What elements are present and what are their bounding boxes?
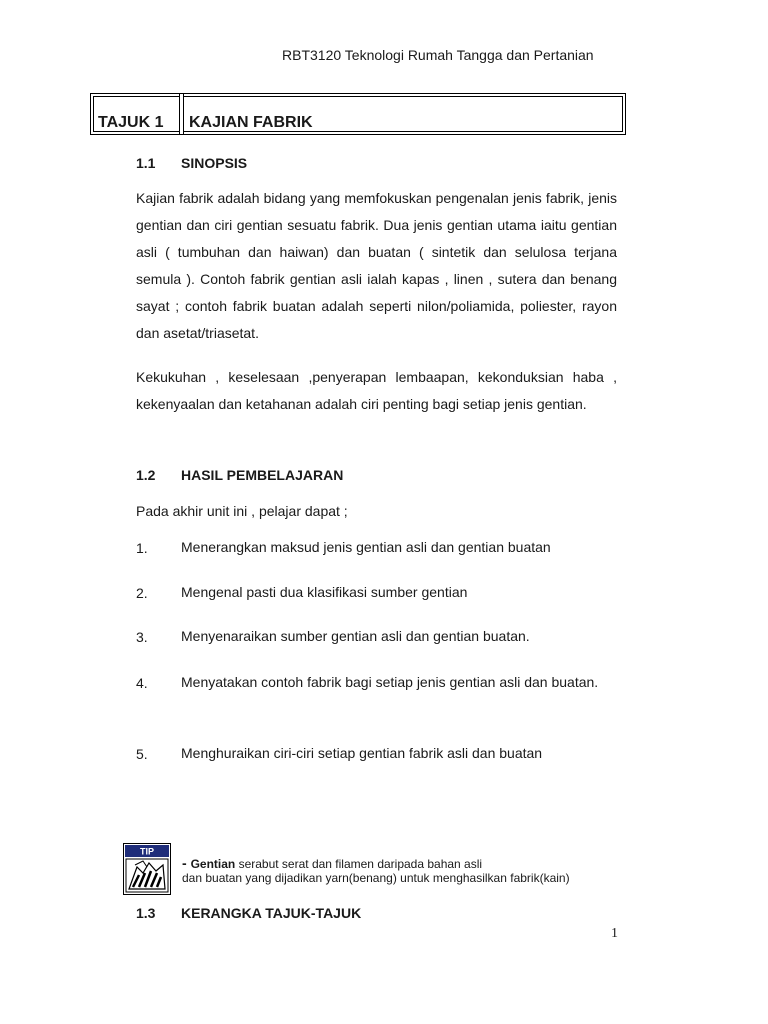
title-divider (179, 94, 184, 134)
list-item: Menyatakan contoh fabrik bagi setiap jenis gentian asli dan buatan. (181, 674, 599, 690)
chapter-title: KAJIAN FABRIK (189, 114, 313, 131)
chapter-number: TAJUK 1 (98, 114, 164, 131)
chapter-title-box (90, 93, 626, 135)
outcomes-intro: Pada akhir unit ini , pelajar dapat ; (136, 503, 348, 519)
synopsis-paragraph: Kajian fabrik adalah bidang yang memfokuskan pengenalan jenis fabrik, jenis gentian dan ciri gentian sesuatu fabrik. Dua jenis gentian utama iaitu gentian asli ( tumbuhan dan haiwan) dan buatan ( sintetik dan selulosa terjana semula ). Contoh fabrik gentian asli ialah kapas , linen , sutera dan benang sayat ; contoh fabrik buatan adalah seperti nilon/poliamida, poliester, rayon dan asetat/triasetat. (136, 190, 617, 341)
synopsis-paragraph: Kekukuhan , keselesaan ,penyerapan lembaapan, kekonduksian haba , kekenyaalan dan ketahanan adalah ciri penting bagi setiap jenis gentian. (136, 369, 617, 412)
tip-dash: - (182, 855, 191, 871)
list-item-number: 5. (136, 746, 148, 762)
section-number: 1.2 (136, 467, 156, 483)
list-item: Menerangkan maksud jenis gentian asli dan gentian buatan (181, 539, 551, 555)
section-number: 1.1 (136, 155, 156, 171)
tip-definition-line (182, 855, 482, 871)
document-header: RBT3120 Teknologi Rumah Tangga dan Pertanian (282, 47, 594, 63)
section-title: SINOPSIS (181, 155, 248, 171)
list-item: Menghuraikan ciri-ciri setiap gentian fabrik asli dan buatan (181, 745, 543, 761)
section-title: HASIL PEMBELAJARAN (181, 467, 344, 483)
list-item: Menyenaraikan sumber gentian asli dan gentian buatan. (181, 628, 530, 644)
tip-definition-line: dan buatan yang dijadikan yarn(benang) untuk menghasilkan fabrik(kain) (182, 871, 570, 885)
tip-definition: serabut serat dan filamen daripada bahan asli (235, 857, 483, 871)
section-title: KERANGKA TAJUK-TAJUK (181, 905, 362, 921)
tip-label: TIP (139, 846, 155, 857)
list-item-number: 1. (136, 540, 148, 556)
section-number: 1.3 (136, 905, 156, 921)
page-number: 1 (611, 926, 618, 941)
tip-icon (123, 843, 171, 895)
tip-term: Gentian (190, 857, 236, 871)
list-item-number: 2. (136, 585, 148, 601)
list-item: Mengenal pasti dua klasifikasi sumber gentian (181, 584, 468, 600)
list-item-number: 4. (136, 675, 148, 691)
list-item-number: 3. (136, 629, 148, 645)
